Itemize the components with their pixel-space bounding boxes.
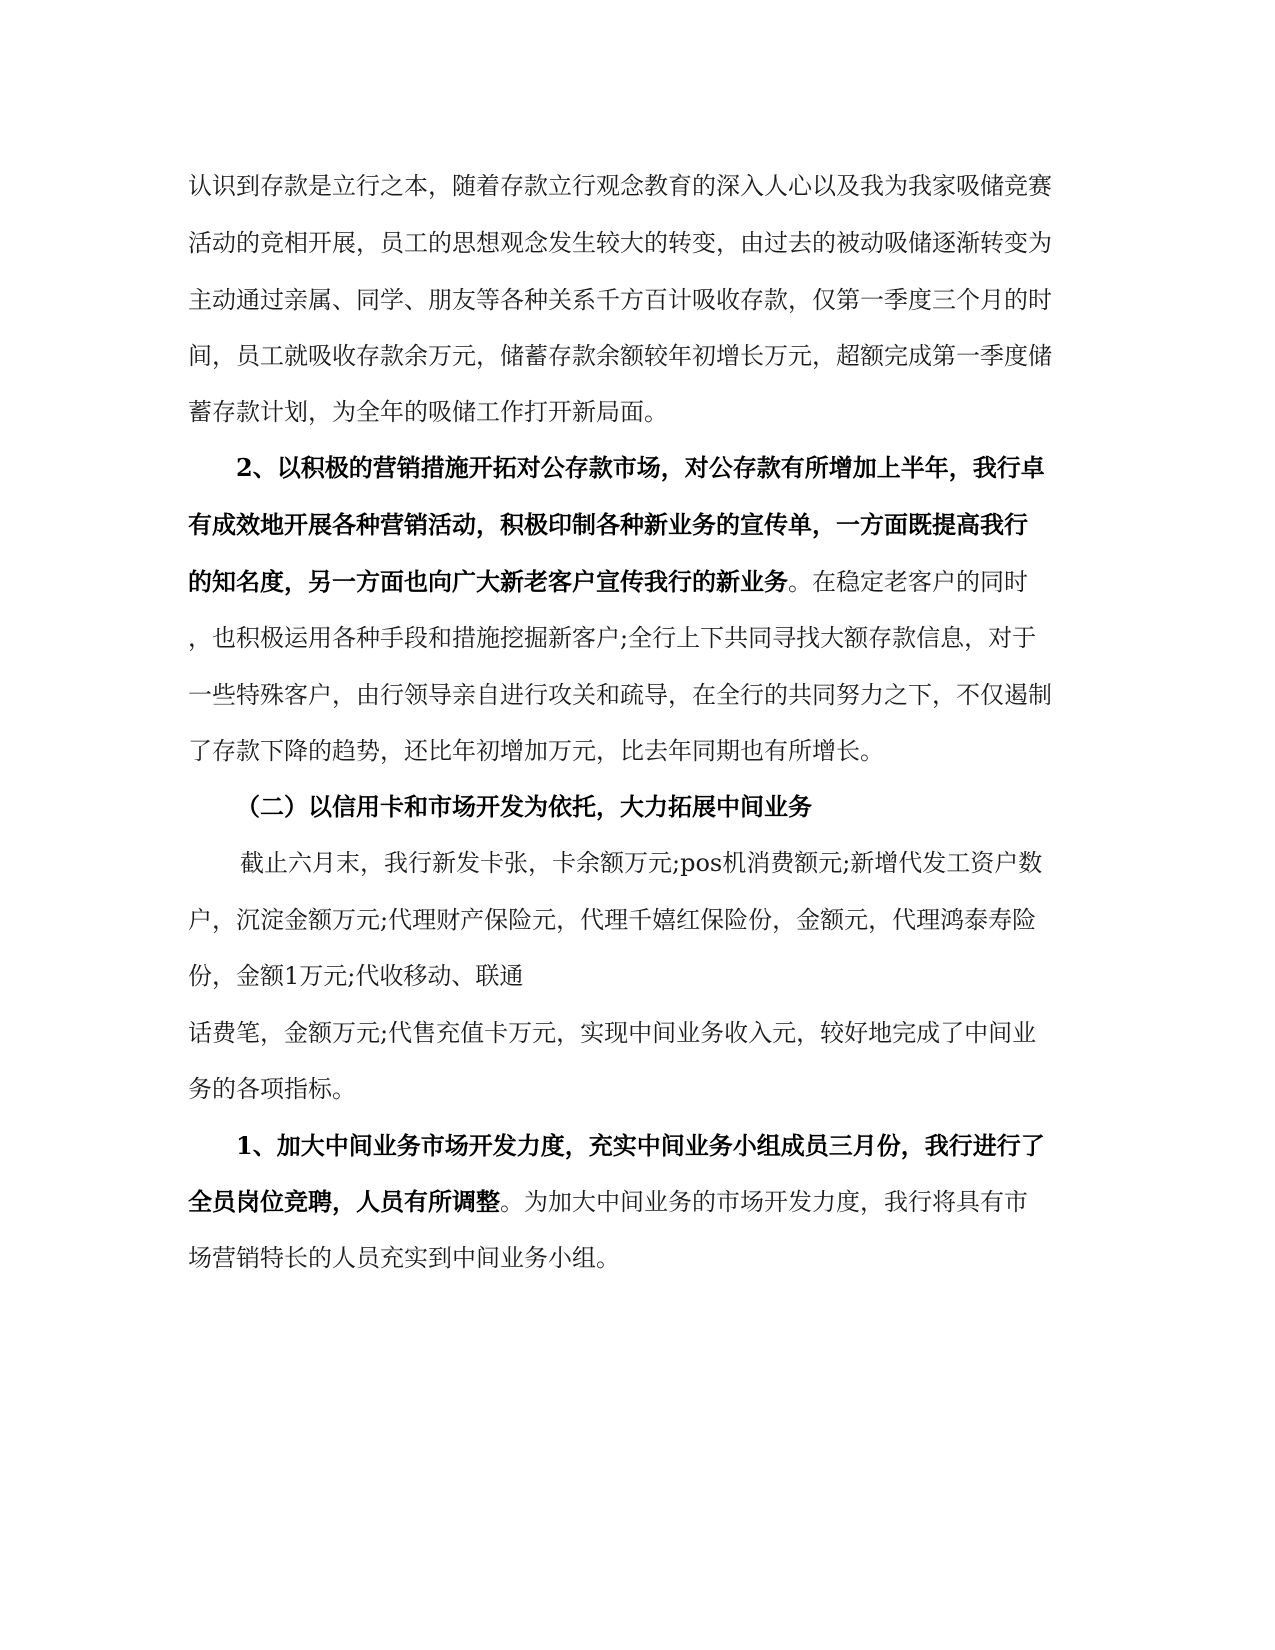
body-text-line: 场营销特长的人员充实到中间业务小组。 <box>188 1244 620 1272</box>
body-text-line: 话费笔，金额万元;代售充值卡万元，实现中间业务收入元，较好地完成了中间业 <box>188 1019 1037 1047</box>
body-text-line: 了存款下降的趋势，还比年初增加万元，比去年同期也有所增长。 <box>188 737 884 765</box>
bold-paragraph-line: 1、加大中间业务市场开发力度，充实中间业务小组成员三月份，我行进行了 <box>236 1131 1045 1160</box>
body-text-line: 务的各项指标。 <box>188 1075 356 1103</box>
bold-paragraph-line: 2、以积极的营销措施开拓对公存款市场，对公存款有所增加上半年，我行卓 <box>236 453 1045 482</box>
body-text-line: 认识到存款是立行之本，随着存款立行观念教育的深入人心以及我为我家吸储竞赛 <box>188 172 1052 200</box>
body-text-line: ，也积极运用各种手段和措施挖掘新客户;全行上下共同寻找大额存款信息，对于 <box>188 624 1037 652</box>
normal-text-span: 。为加大中间业务的市场开发力度，我行将具有市 <box>500 1188 1028 1216</box>
body-text-line: 蓄存款计划，为全年的吸储工作打开新局面。 <box>188 398 668 426</box>
body-text-line: 份，金额1万元;代收移动、联通 <box>188 962 524 990</box>
section-heading: （二）以信用卡和市场开发为依托，大力拓展中间业务 <box>236 792 812 821</box>
body-text-line: 间，员工就吸收存款余万元，储蓄存款余额较年初增长万元，超额完成第一季度储 <box>188 342 1052 370</box>
body-text-line: 截止六月末，我行新发卡张，卡余额万元;pos机消费额元;新增代发工资户数 <box>240 849 1043 877</box>
normal-text-span: 。在稳定老客户的同时 <box>788 568 1028 596</box>
bold-text-span: 全员岗位竞聘，人员有所调整 <box>188 1187 500 1216</box>
body-text-line: 户，沉淀金额万元;代理财产保险元，代理千嬉红保险份，金额元，代理鸿泰寿险 <box>188 906 1037 934</box>
body-text-line: 活动的竞相开展，员工的思想观念发生较大的转变，由过去的被动吸储逐渐转变为 <box>188 229 1052 257</box>
bold-paragraph-line: 有成效地开展各种营销活动，积极印制各种新业务的宣传单，一方面既提高我行 <box>188 510 1028 539</box>
body-text-line: 主动通过亲属、同学、朋友等各种关系千方百计吸收存款，仅第一季度三个月的时 <box>188 286 1052 314</box>
bold-text-span: 的知名度，另一方面也向广大新老客户宣传我行的新业务 <box>188 567 788 596</box>
body-text-line: 一些特殊客户，由行领导亲自进行攻关和疏导，在全行的共同努力之下，不仅遏制 <box>188 681 1052 709</box>
mixed-paragraph-line <box>188 1187 1028 1217</box>
mixed-paragraph-line <box>188 567 1028 597</box>
